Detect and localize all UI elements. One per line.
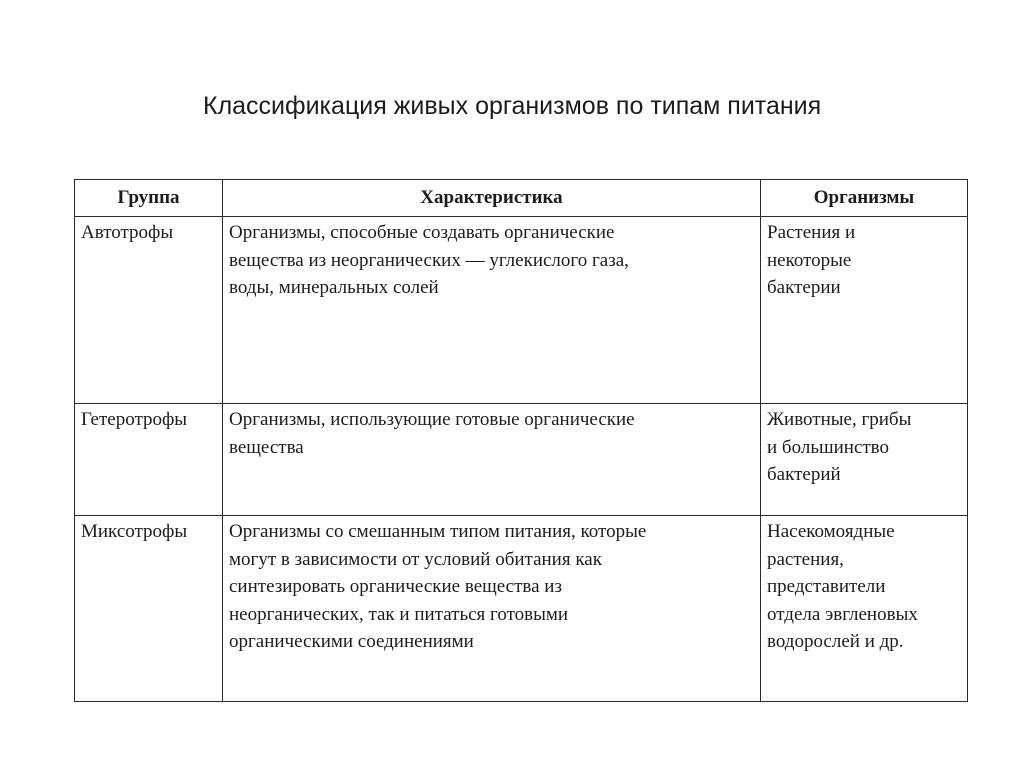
organisms-line: бактерий xyxy=(767,464,841,485)
organisms-line: некоторые xyxy=(767,249,852,271)
organisms-line: бактерии xyxy=(767,277,841,298)
organisms-line: растения, xyxy=(767,548,844,570)
group-name: Гетеротрофы xyxy=(81,409,188,430)
cell-characteristic xyxy=(223,404,761,516)
cell-group xyxy=(75,217,223,404)
organisms-line: и большинство xyxy=(767,436,890,458)
organisms-line: Насекомоядные xyxy=(767,521,895,542)
classification-table xyxy=(74,179,968,702)
cell-organisms xyxy=(761,404,968,516)
organisms-line: Животные, грибы xyxy=(767,409,912,430)
characteristic-line: Организмы, способные создавать органические xyxy=(229,222,615,243)
organisms-line: отдела эвгленовых xyxy=(767,603,918,625)
organisms-line: Растения и xyxy=(767,222,856,243)
table-header-row xyxy=(75,180,968,217)
characteristic-line: вещества xyxy=(229,436,304,458)
characteristic-line: органическими соединениями xyxy=(229,631,474,652)
characteristic-line: воды, минеральных солей xyxy=(229,277,439,298)
characteristic-line: вещества из неорганических — углекислого газа, xyxy=(229,249,629,271)
group-name: Миксотрофы xyxy=(81,521,188,542)
header-group: Группа xyxy=(75,180,223,217)
table-row xyxy=(75,516,968,702)
table-row xyxy=(75,404,968,516)
characteristic-line: могут в зависимости от условий обитания как xyxy=(229,548,602,570)
cell-organisms xyxy=(761,516,968,702)
organisms-line: водорослей и др. xyxy=(767,631,904,652)
header-organisms: Организмы xyxy=(761,180,968,217)
cell-group xyxy=(75,404,223,516)
characteristic-line: Организмы, использующие готовые органические xyxy=(229,409,635,430)
cell-characteristic xyxy=(223,516,761,702)
cell-characteristic xyxy=(223,217,761,404)
cell-group xyxy=(75,516,223,702)
characteristic-line: Организмы со смешанным типом питания, которые xyxy=(229,521,647,542)
characteristic-line: синтезировать органические вещества из xyxy=(229,576,562,597)
characteristic-line: неорганических, так и питаться готовыми xyxy=(229,603,569,625)
table-row xyxy=(75,217,968,404)
cell-organisms xyxy=(761,217,968,404)
group-name: Автотрофы xyxy=(81,222,174,243)
header-characteristic: Характеристика xyxy=(223,180,761,217)
page-title: Классификация живых организмов по типам питания xyxy=(203,92,822,120)
organisms-line: представители xyxy=(767,576,886,597)
